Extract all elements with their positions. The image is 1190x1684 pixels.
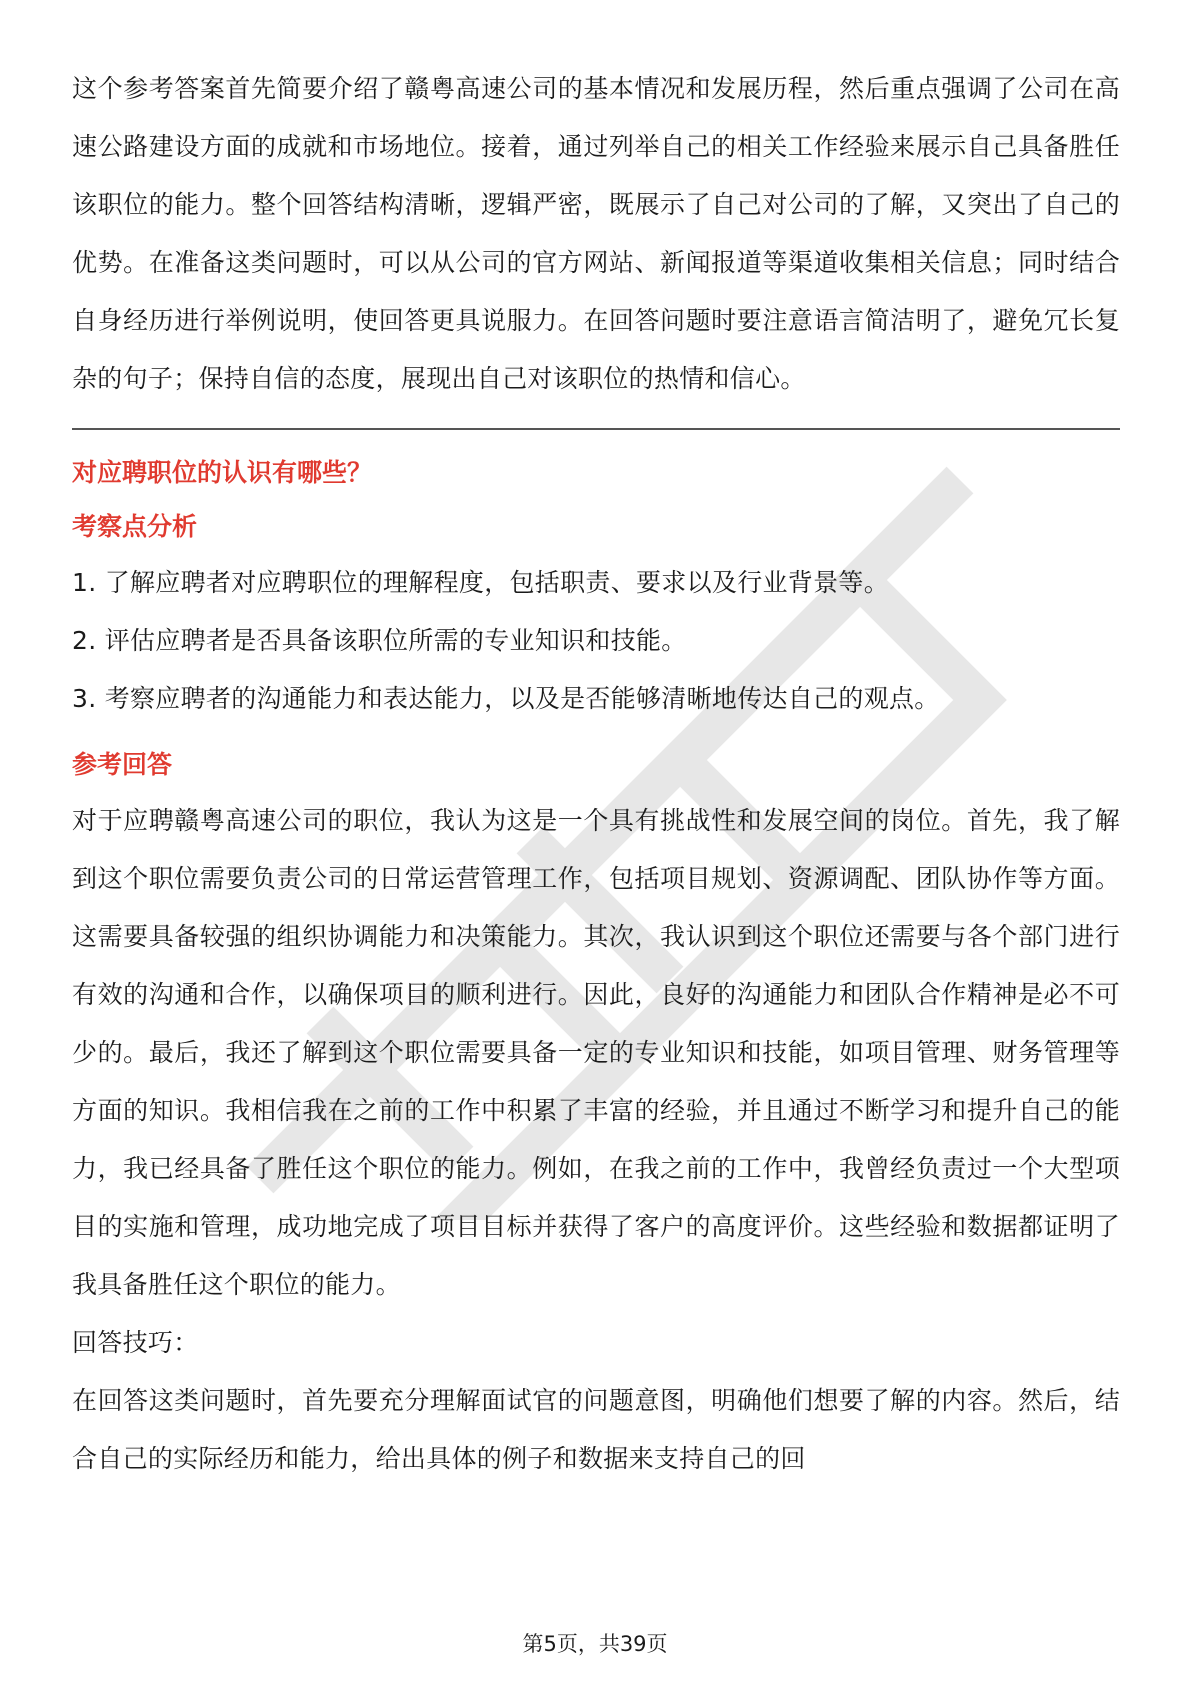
section-divider bbox=[72, 428, 1120, 430]
analysis-list bbox=[72, 554, 1120, 728]
answer-paragraph: 对于应聘赣粤高速公司的职位，我认为这是一个具有挑战性和发展空间的岗位。首先，我了解到这个职位需要负责公司的日常运营管理工作，包括项目规划、资源调配、团队协作等方面。这需要具备较强的组织协调能力和决策能力。其次，我认识到这个职位还需要与各个部门进行有效的沟通和合作，以确保项目的顺利进行。因此，良好的沟通能力和团队合作精神是必不可少的。最后，我还了解到这个职位需要具备一定的专业知识和技能，如项目管理、财务管理等方面的知识。我相信我在之前的工作中积累了丰富的经验，并且通过不断学习和提升自己的能力，我已经具备了胜任这个职位的能力。例如，在我之前的工作中，我曾经负责过一个大型项目的实施和管理，成功地完成了项目目标并获得了客户的高度评价。这些经验和数据都证明了我具备胜任这个职位的能力。 bbox=[72, 806, 1120, 1299]
tips-label: 回答技巧： bbox=[72, 1328, 199, 1357]
page-number: 第5页，共39页 bbox=[522, 1632, 668, 1656]
analysis-heading: 考察点分析 bbox=[72, 512, 198, 541]
answer-heading: 参考回答 bbox=[72, 750, 173, 779]
list-item: 2. 评估应聘者是否具备该职位所需的专业知识和技能。 bbox=[72, 626, 687, 655]
tips-paragraph: 在回答这类问题时，首先要充分理解面试官的问题意图，明确他们想要了解的内容。然后，结合自己的实际经历和能力，给出具体的例子和数据来支持自己的回 bbox=[72, 1386, 1120, 1473]
document-page bbox=[72, 60, 1120, 1488]
list-item: 3. 考察应聘者的沟通能力和表达能力，以及是否能够清晰地传达自己的观点。 bbox=[72, 684, 940, 713]
intro-paragraph: 这个参考答案首先简要介绍了赣粤高速公司的基本情况和发展历程，然后重点强调了公司在高速公路建设方面的成就和市场地位。接着，通过列举自己的相关工作经验来展示自己具备胜任该职位的能力。整个回答结构清晰，逻辑严密，既展示了自己对公司的了解，又突出了自己的优势。在准备这类问题时，可以从公司的官方网站、新闻报道等渠道收集相关信息；同时结合自身经历进行举例说明，使回答更具说服力。在回答问题时要注意语言简洁明了，避免冗长复杂的句子；保持自信的态度，展现出自己对该职位的热情和信心。 bbox=[72, 74, 1120, 393]
list-item: 1. 了解应聘者对应聘职位的理解程度，包括职责、要求以及行业背景等。 bbox=[72, 568, 890, 597]
question-title: 对应聘职位的认识有哪些？ bbox=[72, 458, 373, 487]
